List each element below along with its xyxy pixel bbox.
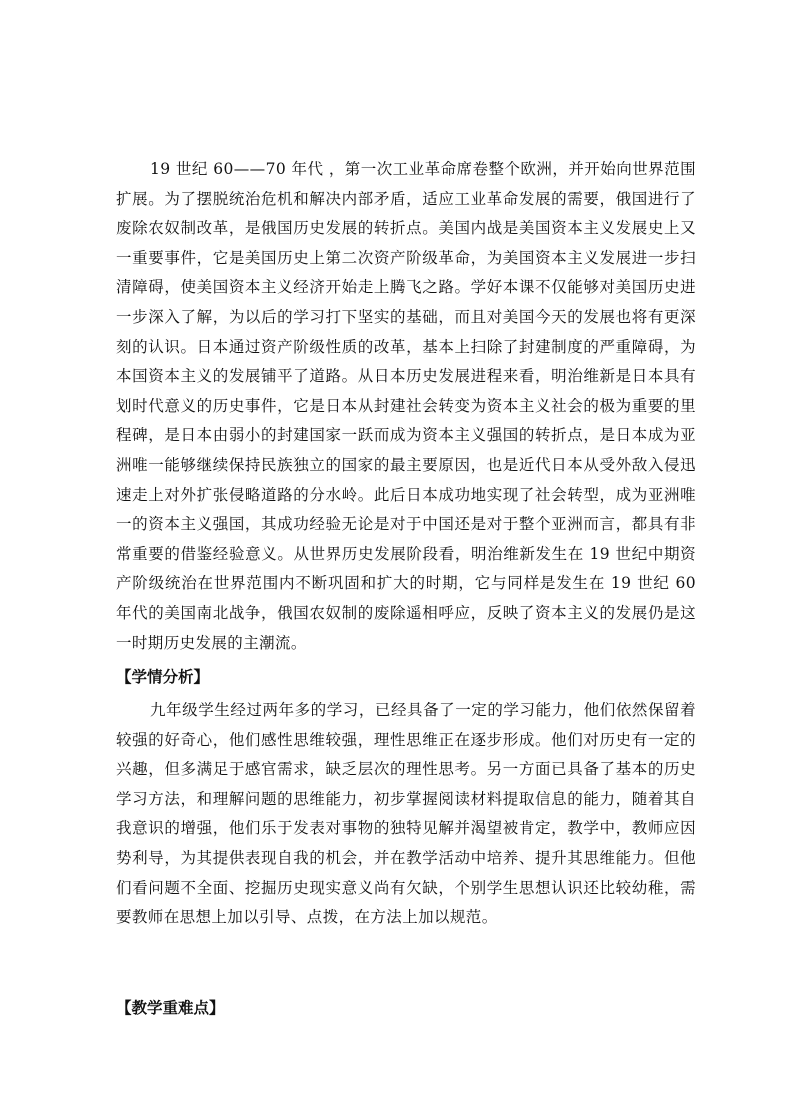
section-heading-key-points: 【教学重难点】 bbox=[116, 999, 225, 1017]
student-analysis-paragraph: 九年级学生经过两年多的学习，已经具备了一定的学习能力，他们依然保留着较强的好奇心，他们感性思维较强，理性思维正在逐步形成。他们对历史有一定的兴趣，但多满足于感官需求，缺乏层次的理性思考。另一方面已具备了基本的历史学习方法，和理解问题的思维能力，初步掌握阅读材料提取信息的能力，随着其自我意识的增强，他们乐于发表对事物的独特见解并渴望被肯定，教学中，教师应因势利导，为其提供表现自我的机会，并在教学活动中培养、提升其思维能力。但他们看问题不全面、挖掘历史现实意义尚有欠缺，个别学生思想认识还比较幼稚，需要教师在思想上加以引导、点拨，在方法上加以规范。 bbox=[116, 701, 696, 927]
background-paragraph: 19 世纪 60——70 年代 ，第一次工业革命席卷整个欧洲，并开始向世界范围扩展。为了摆脱统治危机和解决内部矛盾，适应工业革命发展的需要，俄国进行了废除农奴制改革，是俄国历史发展的转折点。美国内战是美国资本主义发展史上又一重要事件，它是美国历史上第二次资产阶级革命，为美国资本主义发展进一步扫清障碍，使美国资本主义经济开始走上腾飞之路。学好本课不仅能够对美国历史进一步深入了解，为以后的学习打下坚实的基础，而且对美国今天的发展也将有更深刻的认识。日本通过资产阶级性质的改革，基本上扫除了封建制度的严重障碍，为本国资本主义的发展铺平了道路。从日本历史发展进程来看，明治维新是日本具有划时代意义的历史事件，它是日本从封建社会转变为资本主义社会的极为重要的里程碑，是日本由弱小的封建国家一跃而成为资本主义强国的转折点，是日本成为亚洲唯一能够继续保持民族独立的国家的最主要原因，也是近代日本从受外敌入侵迅速走上对外扩张侵略道路的分水岭。此后日本成功地实现了社会转型，成为亚洲唯一的资本主义强国，其成功经验无论是对于中国还是对于整个亚洲而言，都具有非常重要的借鉴经验意义。从世界历史发展阶段看，明治维新发生在 19 世纪中期资产阶级统治在世界范围内不断巩固和扩大的时期，它与同样是发生在 19 世纪 60 年代的美国南北战争，俄国农奴制的废除遥相呼应，反映了资本主义的发展仍是这一时期历史发展的主潮流。 bbox=[116, 160, 696, 652]
section-heading-student-analysis: 【学情分析】 bbox=[116, 668, 210, 686]
